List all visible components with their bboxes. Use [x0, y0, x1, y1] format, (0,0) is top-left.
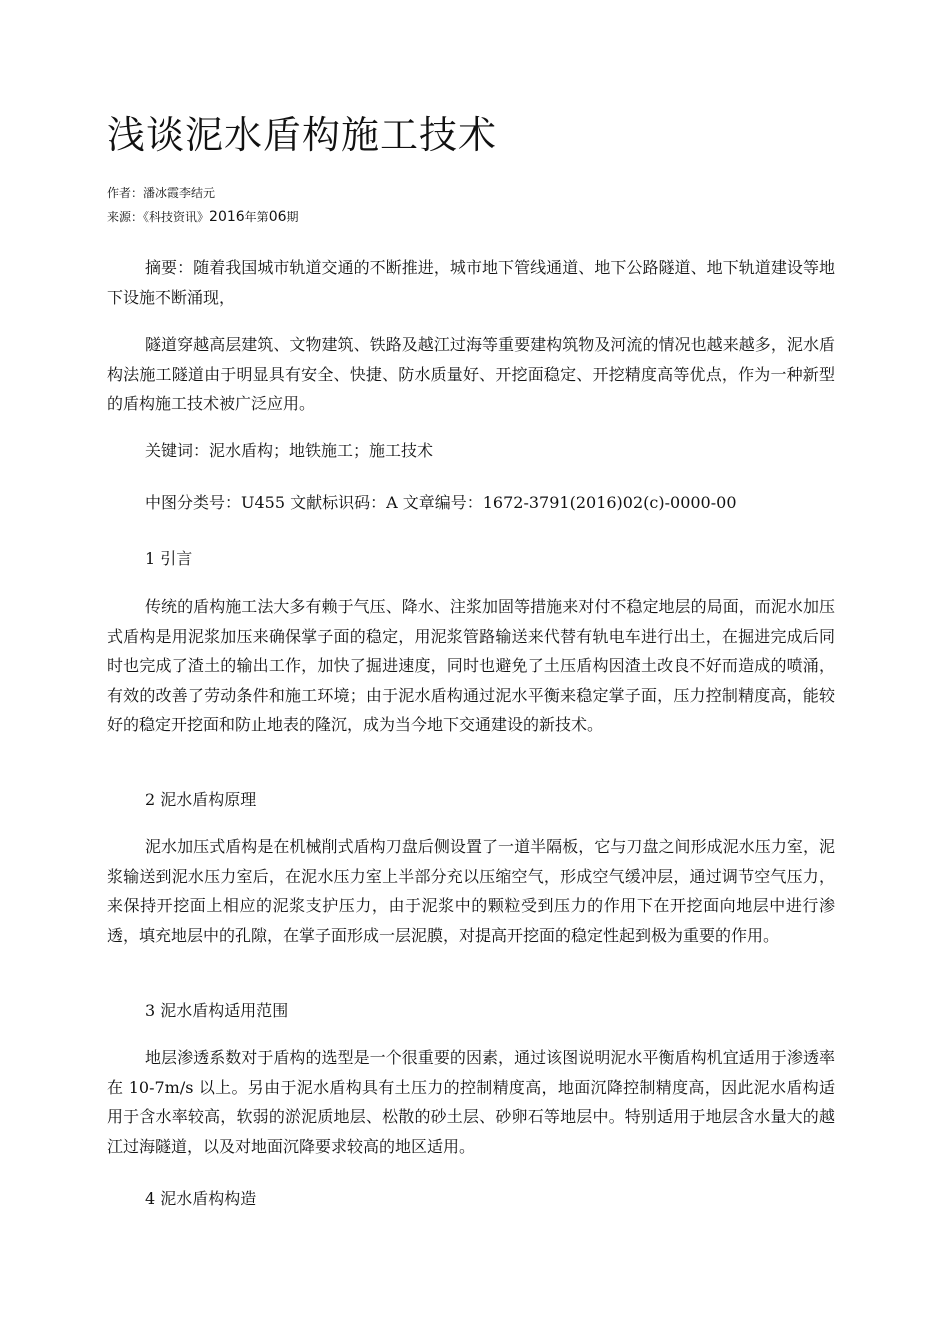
classification-paragraph: 中图分类号：U455 文献标识码：A 文章编号：1672-3791(2016)02(c)-0000-00 [145, 493, 737, 512]
section-3-paragraph: 地层渗透系数对于盾构的选型是一个很重要的因素，通过该图说明泥水平衡盾构机宜适用于渗透率在 10-7m/s 以上。另由于泥水盾构具有土压力的控制精度高，地面沉降控制精度高，因此泥水盾构适用于含水率较高，软弱的淤泥质地层、松散的砂土层、砂卵石等地层中。特别适用于地层含水量大的越江过海隧道，以及对地面沉降要求较高的地区适用。 [107, 1048, 835, 1156]
author-label: 作者： [107, 186, 144, 200]
author-line [107, 184, 215, 201]
source-issue: 06 [268, 209, 287, 225]
section-1-paragraph: 传统的盾构施工法大多有赖于气压、降水、注浆加固等措施来对付不稳定地层的局面，而泥水加压式盾构是用泥浆加压来确保掌子面的稳定，用泥浆管路输送来代替有轨电车进行出土，在掘进完成后同时也完成了渣土的输出工作，加快了掘进速度，同时也避免了土压盾构因渣土改良不好而造成的喷涌，有效的改善了劳动条件和施工环境；由于泥水盾构通过泥水平衡来稳定掌子面，压力控制精度高，能较好的稳定开挖面和防止地表的隆沉，成为当今地下交通建设的新技术。 [107, 597, 835, 734]
section-2-heading: 2 泥水盾构原理 [145, 790, 257, 809]
abstract-continuation-paragraph: 隧道穿越高层建筑、文物建筑、铁路及越江过海等重要建构筑物及河流的情况也越来越多，泥水盾构法施工隧道由于明显具有安全、快捷、防水质量好、开挖面稳定、开挖精度高等优点，作为一种新型的盾构施工技术被广泛应用。 [107, 335, 835, 413]
section-2-paragraph: 泥水加压式盾构是在机械削式盾构刀盘后侧设置了一道半隔板，它与刀盘之间形成泥水压力室，泥浆输送到泥水压力室后，在泥水压力室上半部分充以压缩空气，形成空气缓冲层，通过调节空气压力，来保持开挖面上相应的泥浆支护压力，由于泥浆中的颗粒受到压力的作用下在开挖面向地层中进行渗透，填充地层中的孔隙，在掌子面形成一层泥膜，对提高开挖面的稳定性起到极为重要的作用。 [107, 837, 835, 945]
abstract-paragraph: 摘要：随着我国城市轨道交通的不断推进，城市地下管线通道、地下公路隧道、地下轨道建设等地下设施不断涌现， [107, 258, 835, 307]
source-journal: 《科技资讯》 [143, 210, 210, 224]
source-label: 来源： [107, 210, 144, 224]
keywords-paragraph: 关键词：泥水盾构；地铁施工；施工技术 [145, 441, 434, 460]
article-title: 浅谈泥水盾构施工技术 [107, 113, 498, 157]
source-line [107, 208, 299, 225]
source-issue-suffix: 期 [286, 210, 299, 224]
section-3-heading: 3 泥水盾构适用范围 [145, 1001, 289, 1020]
source-year-suffix: 年第 [244, 210, 269, 224]
section-4-heading: 4 泥水盾构构造 [145, 1189, 257, 1208]
source-year: 2016 [209, 209, 245, 225]
section-1-heading: 1 引言 [145, 549, 193, 568]
author-names: 潘冰霞李结元 [143, 186, 216, 200]
